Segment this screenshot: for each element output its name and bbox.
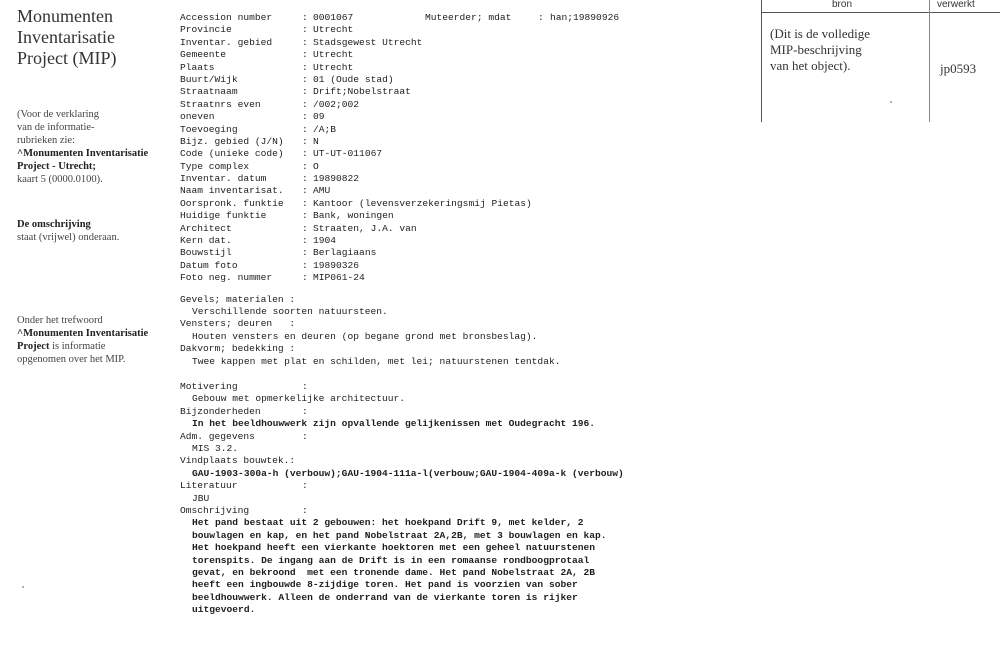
desc-line: van het object). bbox=[770, 58, 851, 73]
note-link: Project bbox=[17, 341, 50, 352]
field-value: Berlagiaans bbox=[313, 247, 377, 259]
omschrijving-line: Het hoekpand heeft een vierkante hoektoren met een geheel natuurstenen bbox=[192, 542, 596, 554]
field-label: Provincie bbox=[180, 24, 232, 36]
omschrijving-line: torenspits. De ingang aan de Drift is in een romaanse rondboogprotaal bbox=[192, 554, 590, 566]
field-label: Gemeente bbox=[180, 49, 227, 61]
field-label: Inventar. gebied bbox=[180, 36, 273, 48]
field-row bbox=[180, 198, 740, 210]
field-label: Bijz. gebied (J/N) bbox=[180, 135, 284, 147]
note-link: ^Monumenten Inventarisatie bbox=[17, 148, 149, 159]
field-value: 19890326 bbox=[313, 259, 360, 271]
field-separator: : bbox=[302, 98, 308, 110]
field-value: UT-UT-011067 bbox=[313, 148, 383, 160]
vensters-text: Houten vensters en deuren (op begane grond met bronsbeslag). bbox=[192, 330, 538, 342]
source-table bbox=[761, 0, 1000, 122]
field-label: Straatnrs even bbox=[180, 98, 261, 110]
note-line: van de informatie- bbox=[17, 122, 95, 133]
field-label: Type complex bbox=[180, 160, 250, 172]
omschrijving-line: gevat, en bekroond met een tronende dame. Het pand Nobelstraat 2A, 2B bbox=[192, 566, 596, 578]
field-label: Datum foto bbox=[180, 259, 238, 271]
field-label: Naam inventarisat. bbox=[180, 185, 284, 197]
motivering-text: Gebouw met opmerkelijke architectuur. bbox=[192, 393, 406, 405]
field-separator: : bbox=[302, 49, 308, 61]
field-separator: : bbox=[302, 123, 308, 135]
field-separator: : bbox=[302, 272, 308, 284]
field-label: Plaats bbox=[180, 61, 215, 73]
field-separator: : bbox=[302, 86, 308, 98]
note-line: kaart 5 (0000.0100). bbox=[17, 174, 103, 185]
section-dakvorm: Dakvorm; bedekking : bbox=[180, 343, 296, 355]
field-row bbox=[180, 99, 740, 111]
field-label: Oorspronk. funktie bbox=[180, 197, 284, 209]
section-gevels: Gevels; materialen : bbox=[180, 293, 296, 305]
bijzonderheden-text: In het beeldhouwwerk zijn opvallende gelijkenissen met Oudegracht 196. bbox=[192, 418, 596, 430]
field-separator: : bbox=[302, 197, 308, 209]
field-row bbox=[180, 247, 740, 259]
field-separator: : bbox=[302, 173, 308, 185]
field-row bbox=[180, 74, 740, 86]
desc-line: MIP-beschrijving bbox=[770, 42, 862, 57]
field-label: Buurt/Wijk bbox=[180, 73, 238, 85]
field-row bbox=[180, 136, 740, 148]
literatuur-text: JBU bbox=[192, 492, 210, 504]
field-value: 1904 bbox=[313, 235, 337, 247]
vindplaats-text: GAU-1903-300a-h (verbouw);GAU-1904-111a-l(verbouw;GAU-1904-409a-k (verbouw) bbox=[192, 467, 624, 479]
note-text: is informatie bbox=[49, 341, 106, 352]
note-link: ^Monumenten Inventarisatie bbox=[17, 328, 149, 339]
field-row bbox=[180, 210, 740, 222]
field-row bbox=[180, 24, 740, 36]
muteerder-value: han;19890926 bbox=[550, 12, 620, 23]
field-row bbox=[180, 111, 740, 123]
field-value: /002;002 bbox=[313, 98, 360, 110]
field-row bbox=[180, 185, 740, 197]
field-separator: : bbox=[302, 135, 308, 147]
dakvorm-text: Twee kappen met plat en schilden, met lei; natuurstenen tentdak. bbox=[192, 355, 561, 367]
field-value: AMU bbox=[313, 185, 331, 197]
field-value: Kantoor (levensverzekeringsmij Pietas) bbox=[313, 197, 532, 209]
scan-speck bbox=[890, 101, 892, 103]
omschrijving-line: heeft een ingbouwde 8-zijdige toren. Het pand is voorzien van sober bbox=[192, 579, 578, 591]
field-label: Kern dat. bbox=[180, 235, 232, 247]
muteerder-label: Muteerder; mdat bbox=[425, 12, 512, 23]
field-separator: : bbox=[302, 210, 308, 222]
field-row bbox=[180, 235, 740, 247]
note-line: rubrieken zie: bbox=[17, 135, 76, 146]
title-line: Inventarisatie bbox=[17, 27, 115, 47]
description-note bbox=[17, 218, 167, 244]
field-row bbox=[180, 148, 740, 160]
field-row bbox=[180, 223, 740, 235]
page-title bbox=[17, 6, 157, 69]
omschrijving-line: Het pand bestaat uit 2 gebouwen: het hoekpand Drift 9, met kelder, 2 bbox=[192, 517, 584, 529]
field-separator: : bbox=[302, 111, 308, 123]
omschrijving-line: beeldhouwwerk. Alleen de onderrand van de vierkante toren is rijker bbox=[192, 591, 578, 603]
field-row bbox=[180, 272, 740, 284]
field-label: Bouwstijl bbox=[180, 247, 232, 259]
omschrijving-line: bouwlagen en kap, en het pand Nobelstraat 2A,2B, met 3 bouwlagen en kap. bbox=[192, 529, 607, 541]
field-label: oneven bbox=[180, 111, 215, 123]
field-row bbox=[180, 86, 740, 98]
field-separator: : bbox=[302, 160, 308, 172]
field-separator: : bbox=[302, 148, 308, 160]
field-separator: : bbox=[302, 36, 308, 48]
field-separator: : bbox=[302, 73, 308, 85]
field-row bbox=[180, 62, 740, 74]
field-value: Stadsgewest Utrecht bbox=[313, 36, 423, 48]
field-separator: : bbox=[302, 185, 308, 197]
omschrijving-line: uitgevoerd. bbox=[192, 604, 256, 616]
desc-line: (Dit is de volledige bbox=[770, 26, 871, 41]
field-separator: : bbox=[302, 247, 308, 259]
field-value: N bbox=[313, 135, 319, 147]
note-line: (Voor de verklaring bbox=[17, 109, 100, 120]
processed-code: jp0593 bbox=[940, 61, 977, 76]
field-row bbox=[180, 124, 740, 136]
field-value: Utrecht bbox=[313, 61, 354, 73]
field-label: Architect bbox=[180, 222, 232, 234]
field-label: Foto neg. nummer bbox=[180, 272, 273, 284]
field-label: Huidige funktie bbox=[180, 210, 267, 222]
field-separator: : bbox=[302, 222, 308, 234]
info-note bbox=[17, 108, 167, 186]
header-verwerkt: verwerkt bbox=[937, 0, 975, 10]
column-divider bbox=[929, 0, 930, 122]
field-value: Utrecht bbox=[313, 24, 354, 36]
field-value: 09 bbox=[313, 111, 325, 123]
adm-text: MIS 3.2. bbox=[192, 442, 239, 454]
section-literatuur: Literatuur : bbox=[180, 480, 308, 492]
field-row bbox=[180, 12, 740, 24]
field-value: Utrecht bbox=[313, 49, 354, 61]
section-motivering: Motivering : bbox=[180, 380, 308, 392]
field-row bbox=[180, 260, 740, 272]
field-value: /A;B bbox=[313, 123, 337, 135]
field-separator: : bbox=[302, 61, 308, 73]
note-line: Onder het trefwoord bbox=[17, 315, 103, 326]
field-value: 19890822 bbox=[313, 173, 360, 185]
field-value: O bbox=[313, 160, 319, 172]
section-vensters: Vensters; deuren : bbox=[180, 318, 296, 330]
note-bold: De omschrijving bbox=[17, 219, 91, 230]
field-separator: : bbox=[302, 12, 308, 23]
field-row bbox=[180, 173, 740, 185]
header-bron: bron bbox=[832, 0, 853, 10]
section-vindplaats: Vindplaats bouwtek.: bbox=[180, 455, 296, 467]
field-row bbox=[180, 37, 740, 49]
source-description bbox=[770, 26, 920, 74]
note-line: opgenomen over het MIP. bbox=[17, 354, 126, 365]
table-header bbox=[762, 0, 1000, 13]
field-label: Inventar. datum bbox=[180, 173, 267, 185]
field-label: Accession number bbox=[180, 12, 273, 23]
field-row bbox=[180, 49, 740, 61]
field-value: Bank, woningen bbox=[313, 210, 394, 222]
title-line: Monumenten bbox=[17, 6, 113, 26]
field-separator: : bbox=[302, 259, 308, 271]
scan-speck bbox=[22, 586, 24, 588]
field-value: 0001067 bbox=[313, 12, 354, 23]
note-line: staat (vrijwel) onderaan. bbox=[17, 232, 120, 243]
field-separator: : bbox=[302, 235, 308, 247]
field-label: Code (unieke code) bbox=[180, 148, 284, 160]
gevels-text: Verschillende soorten natuursteen. bbox=[192, 305, 388, 317]
section-bijzonderheden: Bijzonderheden : bbox=[180, 405, 308, 417]
section-omschrijving: Omschrijving : bbox=[180, 504, 308, 516]
field-label: Straatnaam bbox=[180, 86, 238, 98]
note-link: Project - Utrecht; bbox=[17, 161, 96, 172]
field-row bbox=[180, 161, 740, 173]
field-value: Straaten, J.A. van bbox=[313, 222, 417, 234]
field-separator: : bbox=[538, 12, 544, 23]
section-adm: Adm. gegevens : bbox=[180, 430, 308, 442]
record-sheet bbox=[180, 12, 740, 617]
field-label: Toevoeging bbox=[180, 123, 238, 135]
title-line: Project (MIP) bbox=[17, 48, 117, 68]
field-separator: : bbox=[302, 24, 308, 36]
field-value: Drift;Nobelstraat bbox=[313, 86, 411, 98]
keyword-note bbox=[17, 314, 167, 366]
field-value: MIP061-24 bbox=[313, 272, 365, 284]
field-value: 01 (Oude stad) bbox=[313, 73, 394, 85]
